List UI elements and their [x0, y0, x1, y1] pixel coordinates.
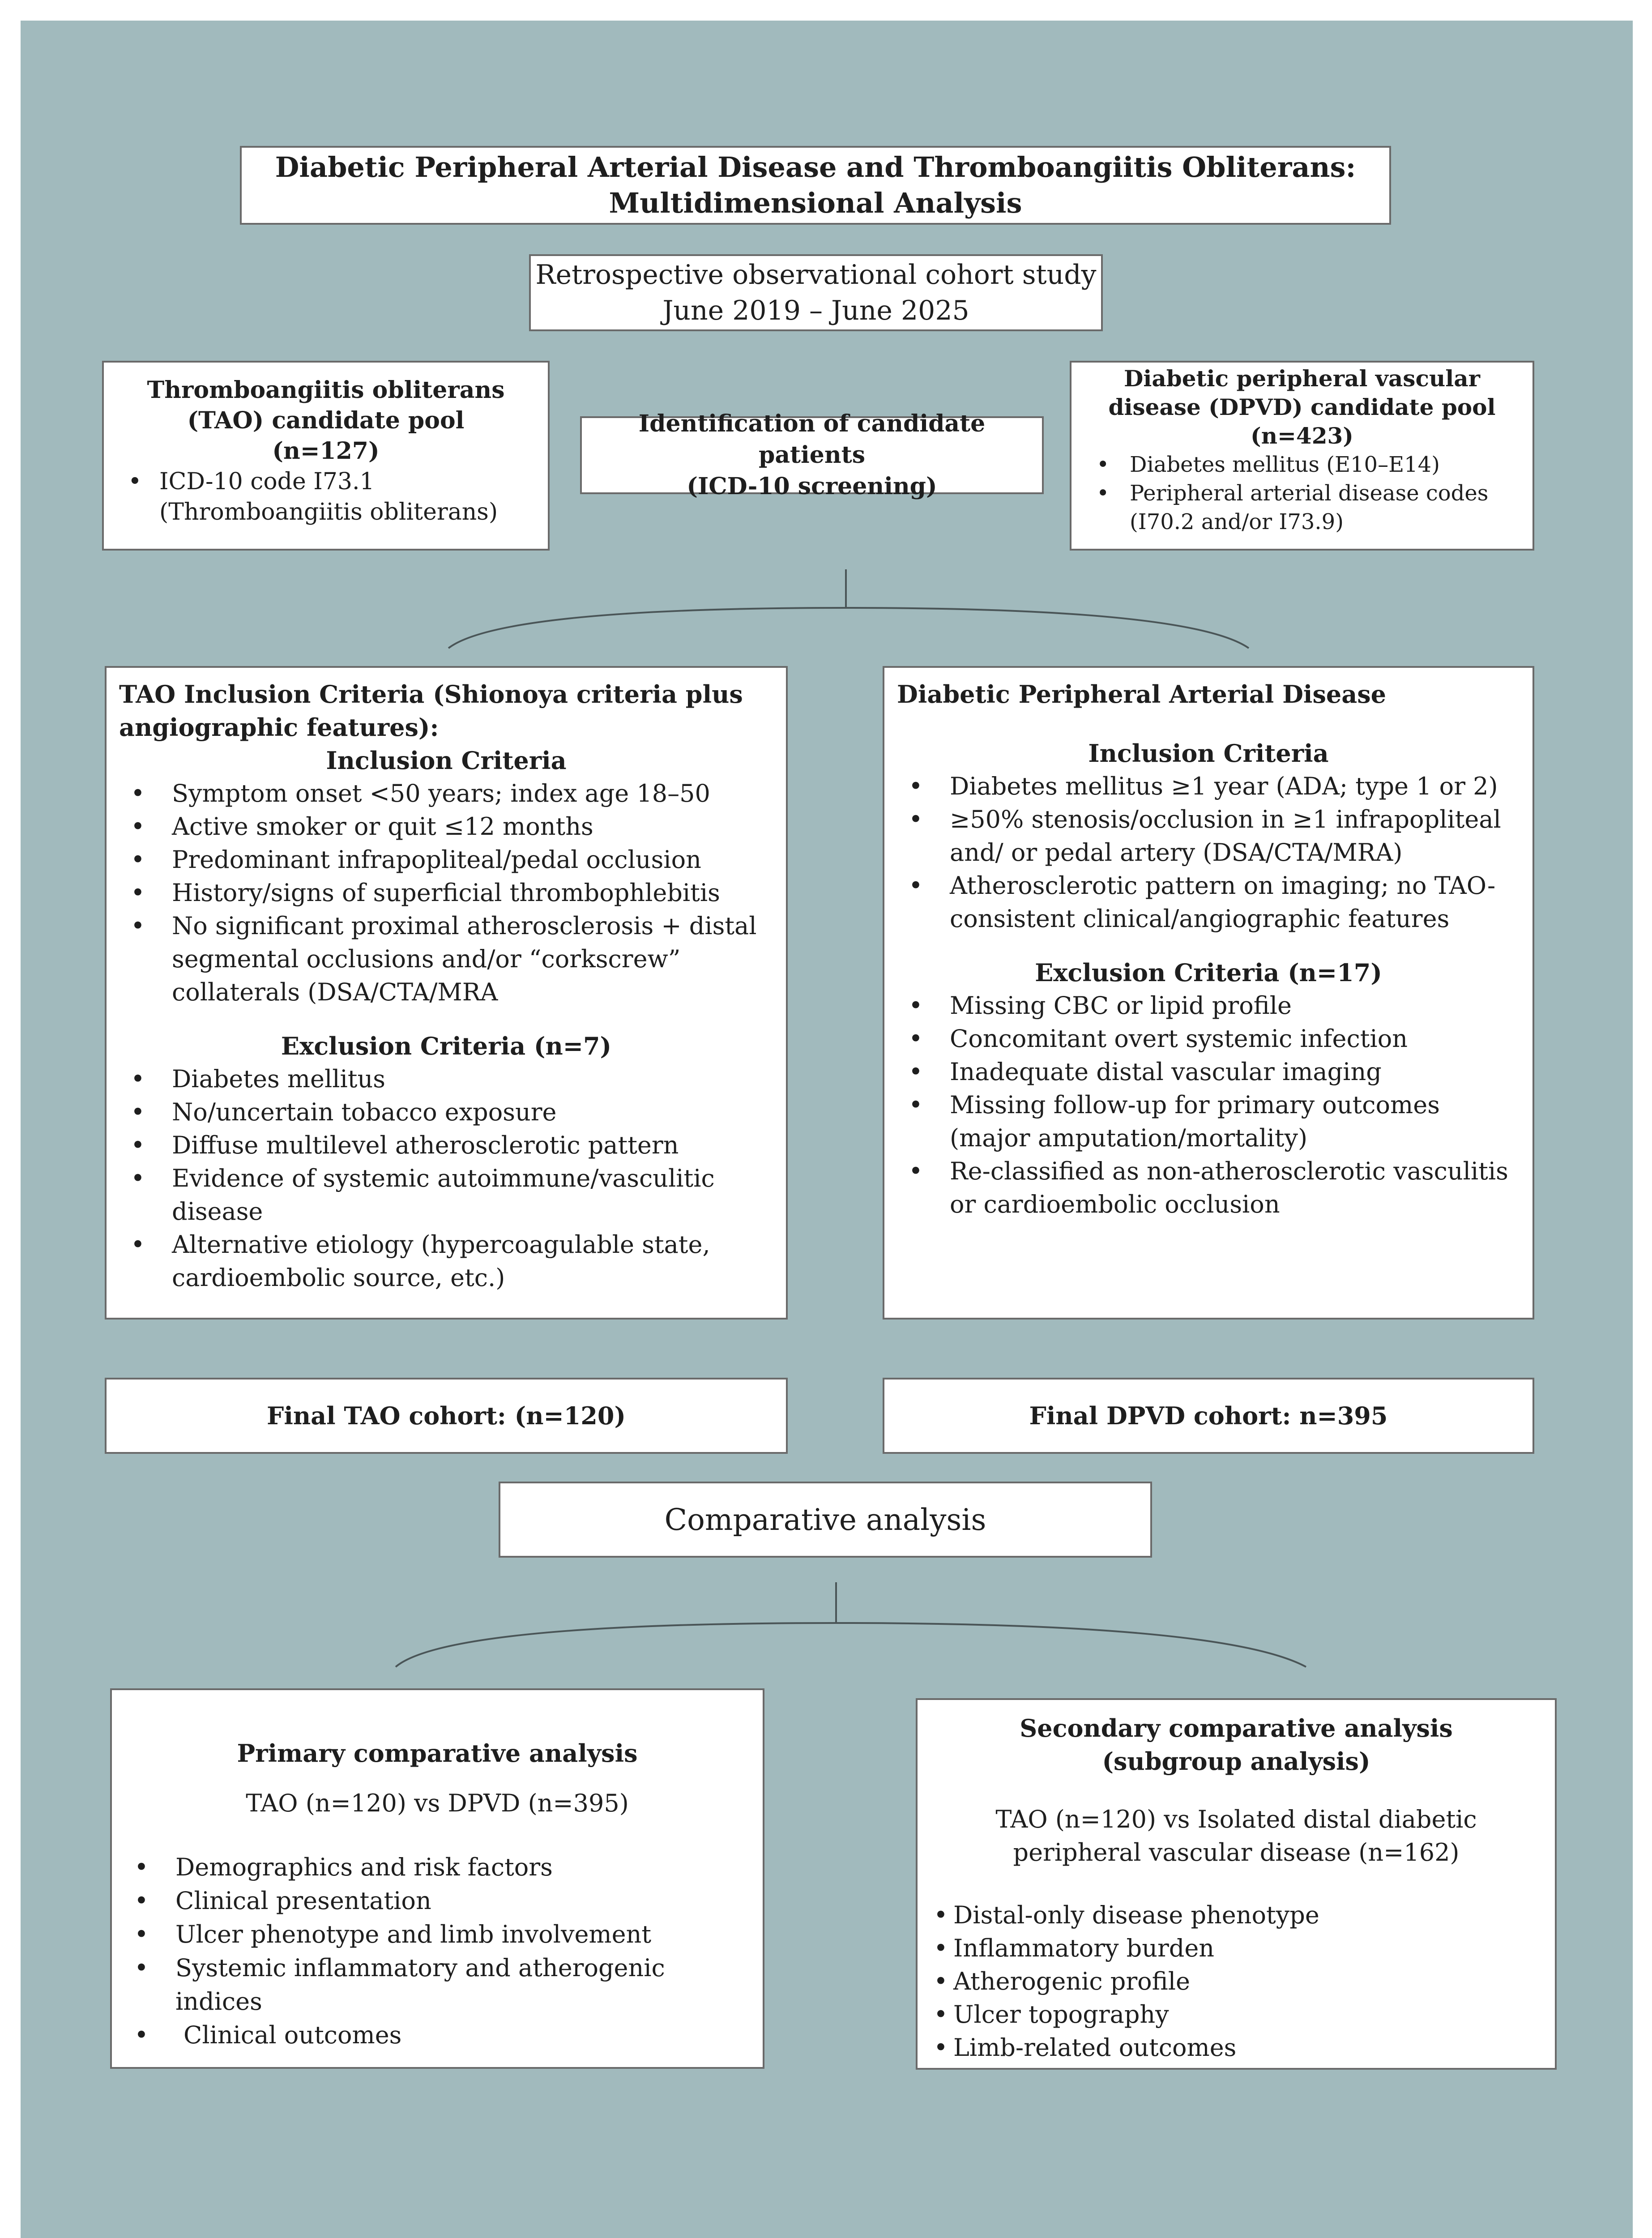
tao-criteria-header: TAO Inclusion Criteria (Shionoya criteria plus angiographic features):	[119, 680, 743, 742]
final-tao-label: Final TAO cohort: (n=120)	[266, 1401, 626, 1430]
secondary-analysis-title: Secondary comparative analysis	[1020, 1714, 1453, 1743]
tao-exclusion-item: • Diffuse multilevel atherosclerotic pattern	[119, 1129, 773, 1162]
secondary-analysis-subtitle: (subgroup analysis)	[1102, 1747, 1370, 1776]
tao-exclusion-item: • Alternative etiology (hypercoagulable state, cardioembolic source, etc.)	[119, 1228, 773, 1294]
primary-analysis-comparison: TAO (n=120) vs DPVD (n=395)	[246, 1789, 629, 1817]
secondary-analysis-item: • Distal-only disease phenotype	[931, 1899, 1541, 1932]
secondary-analysis-list	[931, 1899, 1541, 2064]
tao-criteria-box	[105, 666, 788, 1320]
dpad-inclusion-list	[897, 770, 1520, 935]
tao-inclusion-item: • History/signs of superficial thrombophlebitis	[119, 876, 773, 910]
primary-analysis-item: • Systemic inflammatory and atherogenic indices	[123, 1951, 752, 2018]
dpad-inclusion-item: • ≥50% stenosis/occlusion in ≥1 infrapopliteal and/ or pedal artery (DSA/CTA/MRA)	[897, 803, 1520, 869]
secondary-analysis-box	[916, 1698, 1557, 2070]
dpad-inclusion-item: • Atherosclerotic pattern on imaging; no TAO-consistent clinical/angiographic features	[897, 869, 1520, 935]
tao-inclusion-item: • Predominant infrapopliteal/pedal occlusion	[119, 843, 773, 876]
identification-line-2: (ICD-10 screening)	[687, 473, 937, 500]
dpad-inclusion-item: • Diabetes mellitus ≥1 year (ADA; type 1 or 2)	[897, 770, 1520, 803]
primary-analysis-box	[110, 1688, 764, 2069]
dpvd-pool-title: Diabetic peripheral vascular disease (DPVD) candidate pool	[1108, 365, 1496, 420]
final-tao-box	[105, 1378, 788, 1454]
dpad-exclusion-item: • Missing follow-up for primary outcomes (major amputation/mortality)	[897, 1089, 1520, 1155]
secondary-analysis-item: • Ulcer topography	[931, 1998, 1541, 2031]
tao-pool-title: Thromboangiitis obliterans (TAO) candidate pool	[147, 376, 505, 434]
diagram-title: Diabetic Peripheral Arterial Disease and Thromboangiitis Obliterans: Multidimensional Analysis	[275, 151, 1356, 219]
dpvd-pool-count: (n=423)	[1251, 423, 1353, 449]
primary-analysis-list	[123, 1850, 752, 2052]
study-period: June 2019 – June 2025	[662, 295, 969, 326]
dpad-criteria-header: Diabetic Peripheral Arterial Disease	[897, 680, 1386, 709]
connector-split-top-arc	[448, 608, 1249, 648]
dpvd-pool-item: • Peripheral arterial disease codes (I70.2 and/or I73.9)	[1080, 479, 1524, 536]
comparative-analysis-box	[499, 1482, 1152, 1558]
secondary-analysis-item: • Limb-related outcomes	[931, 2031, 1541, 2064]
secondary-analysis-item: • Atherogenic profile	[931, 1965, 1541, 1998]
comparative-analysis-label: Comparative analysis	[664, 1502, 986, 1537]
secondary-analysis-item: • Inflammatory burden	[931, 1932, 1541, 1965]
title-box	[240, 146, 1391, 225]
tao-exclusion-title: Exclusion Criteria (n=7)	[281, 1032, 612, 1060]
tao-pool-list	[115, 466, 537, 527]
dpad-exclusion-item: • Missing CBC or lipid profile	[897, 989, 1520, 1022]
final-dpvd-label: Final DPVD cohort: n=395	[1029, 1401, 1388, 1430]
study-design: Retrospective observational cohort study	[535, 259, 1097, 290]
dpvd-pool-list	[1080, 450, 1524, 536]
primary-analysis-item: • Clinical presentation	[123, 1884, 752, 1918]
tao-inclusion-item: • No significant proximal atherosclerosis + distal segmental occlusions and/or “corkscrew” collaterals (DSA/CTA/MRA	[119, 910, 773, 1009]
tao-pool-count: (n=127)	[272, 437, 380, 465]
dpad-inclusion-title: Inclusion Criteria	[1088, 739, 1329, 768]
primary-analysis-item: • Clinical outcomes	[123, 2018, 752, 2052]
dpad-exclusion-item: • Inadequate distal vascular imaging	[897, 1055, 1520, 1089]
primary-analysis-item: • Ulcer phenotype and limb involvement	[123, 1918, 752, 1951]
identification-line-1: Identification of candidate patients	[638, 410, 986, 469]
tao-pool-box	[102, 361, 550, 551]
tao-exclusion-item: • Evidence of systemic autoimmune/vasculitic disease	[119, 1162, 773, 1228]
study-box	[529, 254, 1103, 331]
tao-inclusion-item: • Active smoker or quit ≤12 months	[119, 810, 773, 843]
tao-exclusion-item: • Diabetes mellitus	[119, 1063, 773, 1096]
dpad-exclusion-title: Exclusion Criteria (n=17)	[1035, 958, 1382, 987]
tao-exclusion-list	[119, 1063, 773, 1294]
dpad-exclusion-item: • Concomitant overt systemic infection	[897, 1022, 1520, 1055]
primary-analysis-title: Primary comparative analysis	[237, 1739, 638, 1768]
dpad-exclusion-item: • Re-classified as non-atherosclerotic vasculitis or cardioembolic occlusion	[897, 1155, 1520, 1221]
final-dpvd-box	[883, 1378, 1534, 1454]
dpvd-pool-item: • Diabetes mellitus (E10–E14)	[1080, 450, 1524, 479]
secondary-analysis-comparison: TAO (n=120) vs Isolated distal diabetic peripheral vascular disease (n=162)	[995, 1805, 1477, 1866]
tao-inclusion-list	[119, 777, 773, 1009]
tao-exclusion-item: • No/uncertain tobacco exposure	[119, 1096, 773, 1129]
dpvd-pool-box	[1070, 361, 1534, 551]
tao-inclusion-item: • Symptom onset <50 years; index age 18–50	[119, 777, 773, 810]
tao-inclusion-title: Inclusion Criteria	[326, 746, 567, 775]
dpad-exclusion-list	[897, 989, 1520, 1221]
primary-analysis-item: • Demographics and risk factors	[123, 1850, 752, 1884]
tao-pool-item: • ICD-10 code I73.1 (Thromboangiitis obliterans)	[115, 466, 528, 527]
identification-box	[580, 410, 1044, 500]
connector-split-bottom-arc	[396, 1623, 1306, 1667]
dpad-criteria-box	[883, 666, 1534, 1320]
